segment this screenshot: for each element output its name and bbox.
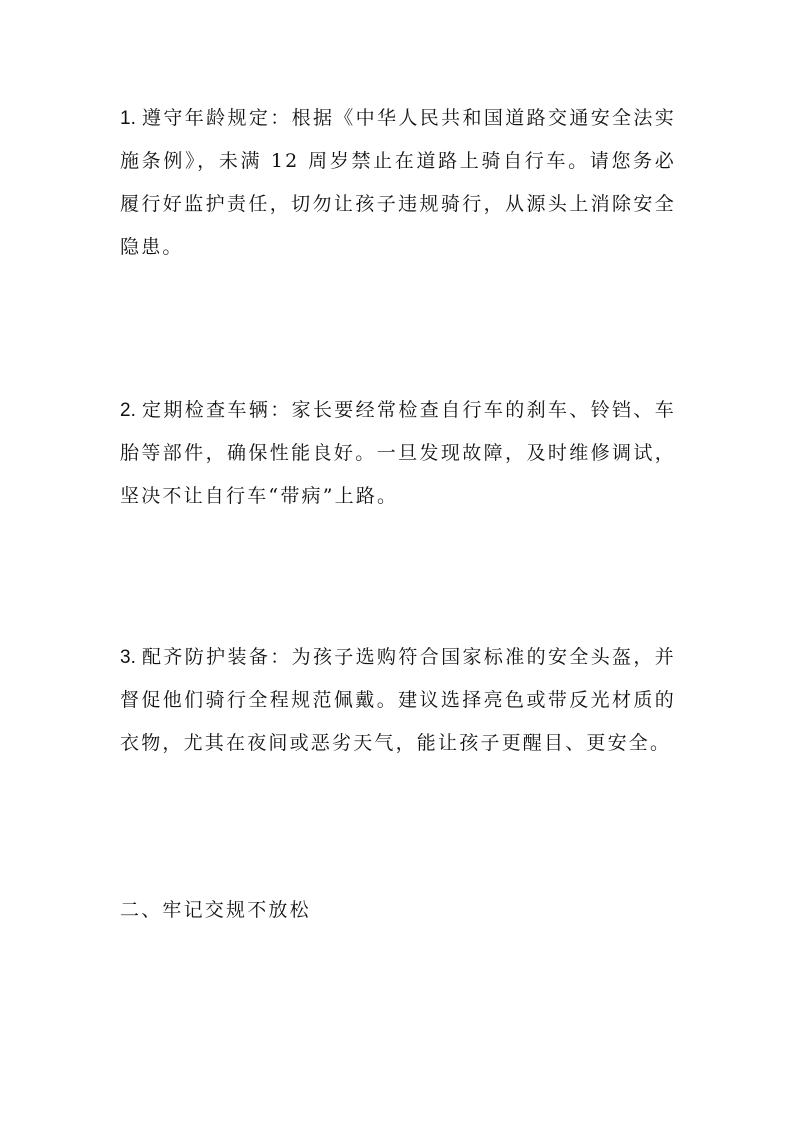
item-number: 1. bbox=[120, 108, 136, 129]
item-text: 配齐防护装备：为孩子选购符合国家标准的安全头盔，并督促他们骑行全程规范佩戴。建议选择亮色或带反光材质的衣物，尤其在夜间或恶劣天气，能让孩子更醒目、更安全。 bbox=[120, 646, 676, 754]
item-text: 遵守年龄规定：根据《中华人民共和国道路交通安全法实施条例》，未满 12 周岁禁止在道路上骑自行车。请您务必履行好监护责任，切勿让孩子违规骑行，从源头上消除安全隐患。 bbox=[120, 107, 676, 258]
list-item bbox=[120, 389, 676, 518]
list-item bbox=[120, 97, 676, 269]
section-heading: 二、牢记交规不放松 bbox=[120, 899, 311, 921]
item-text: 定期检查车辆：家长要经常检查自行车的刹车、铃铛、车胎等部件，确保性能良好。一旦发现故障，及时维修调试，坚决不让自行车“带病”上路。 bbox=[120, 399, 676, 507]
item-number: 2. bbox=[120, 400, 136, 421]
item-number: 3. bbox=[120, 647, 136, 668]
list-item bbox=[120, 636, 676, 765]
